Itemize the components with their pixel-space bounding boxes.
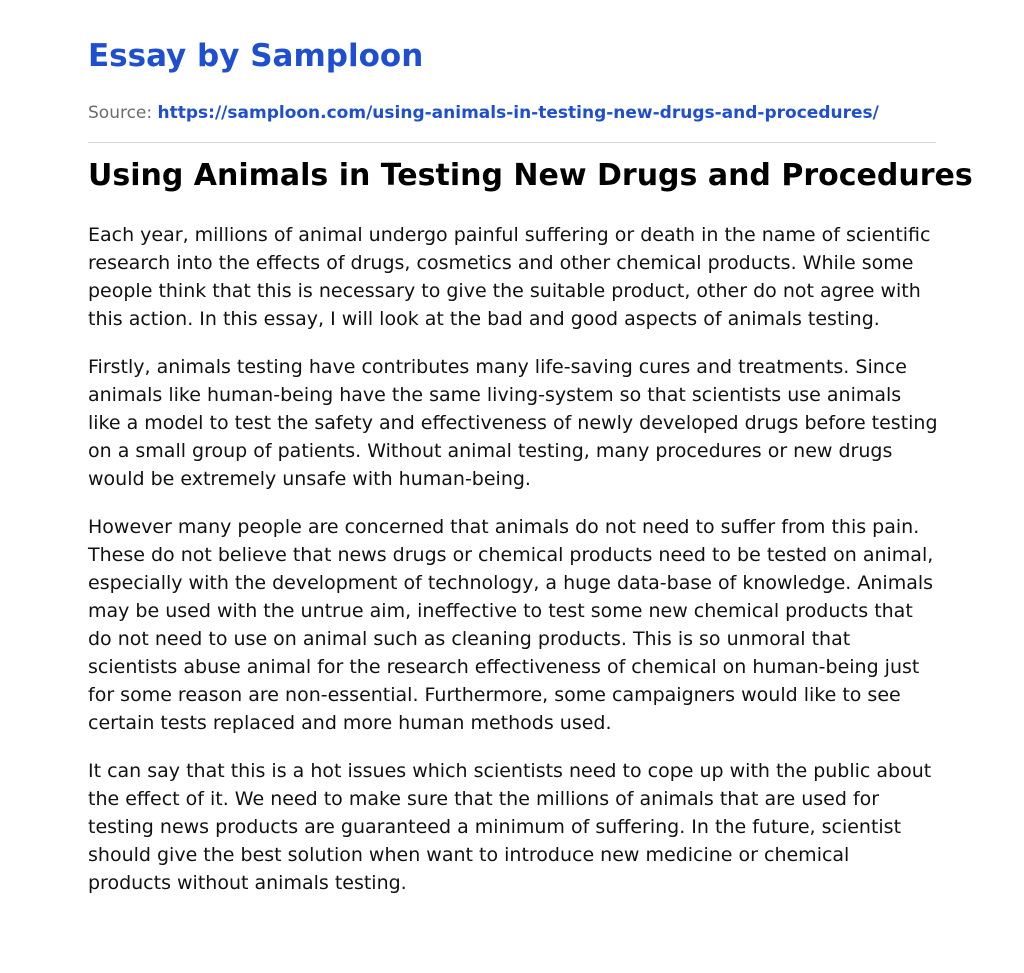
essay-paragraph: It can say that this is a hot issues which scientists need to cope up with the public about the effect of it. We need to make sure that the millions of animals that are used for testing news products are guaranteed a minimum of suffering. In the future, scientist should give the best solution when want to introduce new medicine or chemical products without animals testing. xyxy=(88,760,932,894)
essay-paragraph: Each year, millions of animal undergo painful suffering or death in the name of scientific research into the effects of drugs, cosmetics and other chemical products. While some people think that this is necessary to give the suitable product, other do not agree with this action. In this essay, I will look at the bad and good aspects of animals testing. xyxy=(88,224,931,330)
essay-body xyxy=(88,221,938,917)
source-line xyxy=(88,100,879,126)
essay-title: Using Animals in Testing New Drugs and Procedures xyxy=(88,158,973,193)
source-label: Source: xyxy=(88,103,153,123)
site-brand-title: Essay by Samploon xyxy=(88,38,424,74)
essay-paragraph: However many people are concerned that animals do not need to suffer from this pain. These do not believe that news drugs or chemical products need to be tested on animal, especially with the development of technology, a huge data-base of knowledge. Animals may be used with the untrue aim, ineffective to test some new chemical products that do not need to use on animal such as cleaning products. This is so unmoral that scientists abuse animal for the research effectiveness of chemical on human-being just for some reason are non-essential. Furthermore, some campaigners would like to see certain tests replaced and more human methods used. xyxy=(88,516,934,734)
header-divider xyxy=(88,142,936,143)
essay-paragraph: Firstly, animals testing have contributes many life-saving cures and treatments. Since animals like human-being have the same living-system so that scientists use animals like a model to test the safety and effectiveness of newly developed drugs before testing on a small group of patients. Without animal testing, many procedures or new drugs would be extremely unsafe with human-being. xyxy=(88,356,938,490)
source-link[interactable]: https://samploon.com/using-animals-in-testing-new-drugs-and-procedures/ xyxy=(157,103,879,123)
